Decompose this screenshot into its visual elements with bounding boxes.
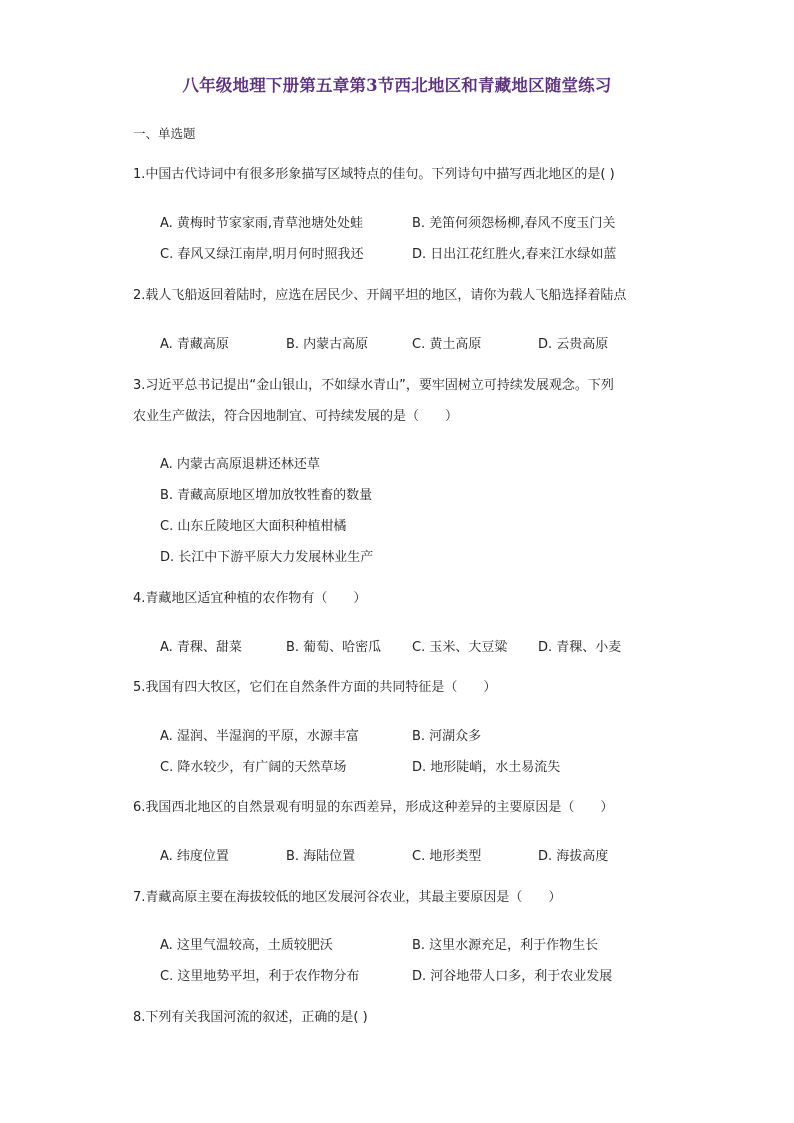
question-4-stem: 4.青藏地区适宜种植的农作物有（ ） <box>133 591 367 606</box>
question-4-option-a: A. 青稞、甜菜 <box>160 640 242 655</box>
question-1-stem: 1.中国古代诗词中有很多形象描写区域特点的佳句。下列诗句中描写西北地区的是( ) <box>133 167 615 182</box>
question-3-option-a: A. 内蒙古高原退耕还林还草 <box>160 457 320 472</box>
question-8-stem: 8.下列有关我国河流的叙述，正确的是( ) <box>133 1010 368 1025</box>
question-5-option-a: A. 湿润、半湿润的平原，水源丰富 <box>160 729 359 744</box>
question-7-option-c: C. 这里地势平坦，利于农作物分布 <box>160 969 360 984</box>
question-3-option-d: D. 长江中下游平原大力发展林业生产 <box>160 550 374 565</box>
question-3-stem-line-1: 3.习近平总书记提出“金山银山，不如绿水青山”，要牢固树立可持续发展观念。下列 <box>133 378 614 393</box>
question-6-option-b: B. 海陆位置 <box>286 849 356 864</box>
question-2-option-d: D. 云贵高原 <box>538 337 609 352</box>
question-1-option-d: D. 日出江花红胜火,春来江水绿如蓝 <box>412 247 617 262</box>
question-6-option-c: C. 地形类型 <box>412 849 482 864</box>
question-7-option-a: A. 这里气温较高，土质较肥沃 <box>160 938 333 953</box>
question-1-option-c: C. 春风又绿江南岸,明月何时照我还 <box>160 247 364 262</box>
question-4-option-b: B. 葡萄、哈密瓜 <box>286 640 382 655</box>
question-3-stem-line-2: 农业生产做法，符合因地制宜、可持续发展的是（ ） <box>133 409 459 424</box>
question-5-stem: 5.我国有四大牧区，它们在自然条件方面的共同特征是（ ） <box>133 680 497 695</box>
question-1-option-a: A. 黄梅时节家家雨,青草池塘处处蛙 <box>160 216 364 231</box>
section-heading: 一、单选题 <box>133 126 196 141</box>
question-5-option-d: D. 地形陡峭，水土易流失 <box>412 760 561 775</box>
question-2-option-b: B. 内蒙古高原 <box>286 337 369 352</box>
question-1-option-b: B. 羌笛何须怨杨柳,春风不度玉门关 <box>412 216 616 231</box>
page-title: 八年级地理下册第五章第3节西北地区和青藏地区随堂练习 <box>182 76 612 95</box>
question-2-option-c: C. 黄土高原 <box>412 337 482 352</box>
question-4-option-d: D. 青稞、小麦 <box>538 640 622 655</box>
question-7-stem: 7.青藏高原主要在海拔较低的地区发展河谷农业，其最主要原因是（ ） <box>133 890 562 905</box>
question-3-option-c: C. 山东丘陵地区大面积种植柑橘 <box>160 519 347 534</box>
question-4-option-c: C. 玉米、大豆粱 <box>412 640 508 655</box>
question-6-option-d: D. 海拔高度 <box>538 849 609 864</box>
question-2-stem: 2.载人飞船返回着陆时，应选在居民少、开阔平坦的地区，请你为载人飞船选择着陆点 <box>133 288 627 303</box>
question-7-option-d: D. 河谷地带人口多，利于农业发展 <box>412 969 613 984</box>
question-2-option-a: A. 青藏高原 <box>160 337 229 352</box>
question-7-option-b: B. 这里水源充足，利于作物生长 <box>412 938 599 953</box>
question-3-option-b: B. 青藏高原地区增加放牧牲畜的数量 <box>160 488 373 503</box>
question-5-option-b: B. 河湖众多 <box>412 729 482 744</box>
question-6-stem: 6.我国西北地区的自然景观有明显的东西差异，形成这种差异的主要原因是（ ） <box>133 800 614 815</box>
question-6-option-a: A. 纬度位置 <box>160 849 229 864</box>
question-5-option-c: C. 降水较少，有广阔的天然草场 <box>160 760 347 775</box>
